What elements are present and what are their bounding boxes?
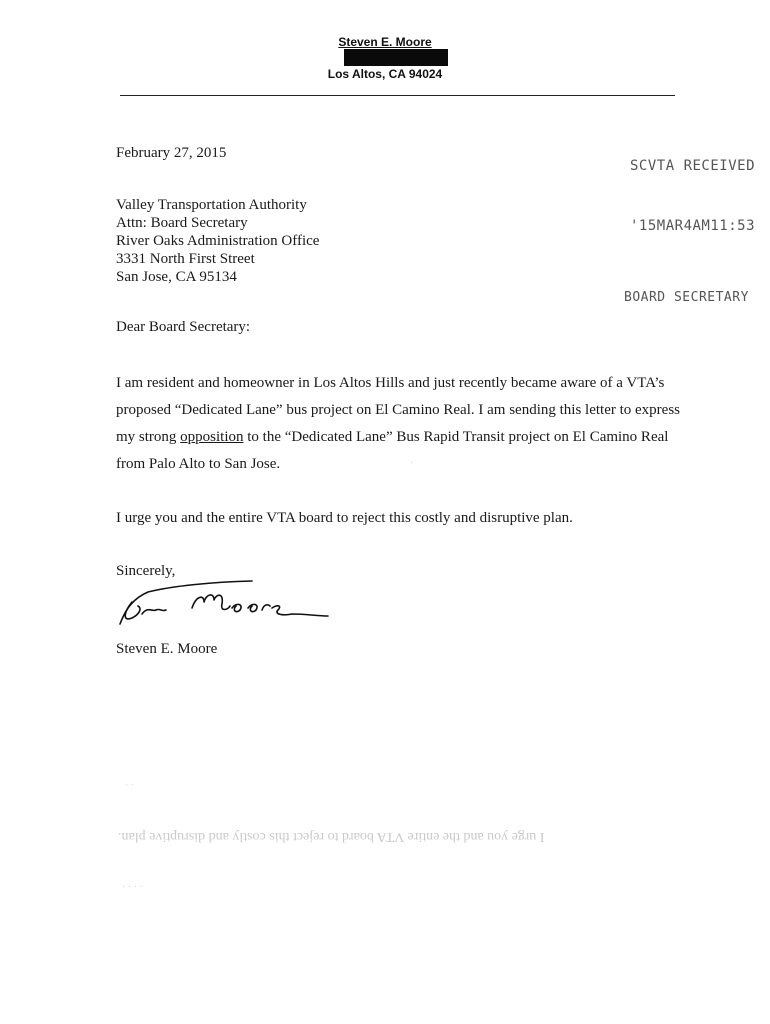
recipient-line: San Jose, CA 95134: [116, 269, 237, 285]
received-datetime-stamp: '15MAR4AM11:53: [630, 218, 756, 234]
signer-name: Steven E. Moore: [116, 641, 218, 657]
recipient-line: River Oaks Administration Office: [116, 233, 320, 249]
received-stamp: SCVTA RECEIVED: [630, 158, 756, 174]
letterhead-divider: [120, 95, 675, 96]
redaction-bar: [344, 49, 448, 66]
scan-speck: · · · ·: [122, 882, 143, 893]
letterhead-address: Los Altos, CA 94024: [327, 67, 443, 81]
scan-speck: · ·: [125, 780, 135, 791]
recipient-line: 3331 North First Street: [116, 251, 255, 267]
salutation: Dear Board Secretary:: [116, 319, 251, 335]
letter-date: February 27, 2015: [116, 145, 227, 161]
scan-speck: ·: [410, 458, 414, 469]
body-line: from Palo Alto to San Jose.: [116, 456, 281, 472]
recipient-line: Attn: Board Secretary: [116, 215, 248, 231]
letterhead-name: Steven E. Moore: [338, 35, 432, 49]
recipient-line: Valley Transportation Authority: [116, 197, 307, 213]
handwritten-signature: [112, 578, 337, 628]
body-line: proposed “Dedicated Lane” bus project on El Camino Real. I am sending this letter to express: [116, 402, 681, 418]
body-line: I am resident and homeowner in Los Altos Hills and just recently became aware of a VTA’s: [116, 375, 665, 391]
department-stamp: BOARD SECRETARY: [624, 290, 749, 305]
emphasis-opposition: opposition: [180, 429, 244, 445]
body-line: my strong opposition to the “Dedicated Lane” Bus Rapid Transit project on El Camino Real: [116, 429, 669, 445]
closing: Sincerely,: [116, 563, 176, 579]
bleed-through-text: I urge you and the entire VTA board to reject this costly and disruptive plan.: [118, 829, 545, 844]
body-paragraph: I urge you and the entire VTA board to reject this costly and disruptive plan.: [116, 510, 573, 526]
